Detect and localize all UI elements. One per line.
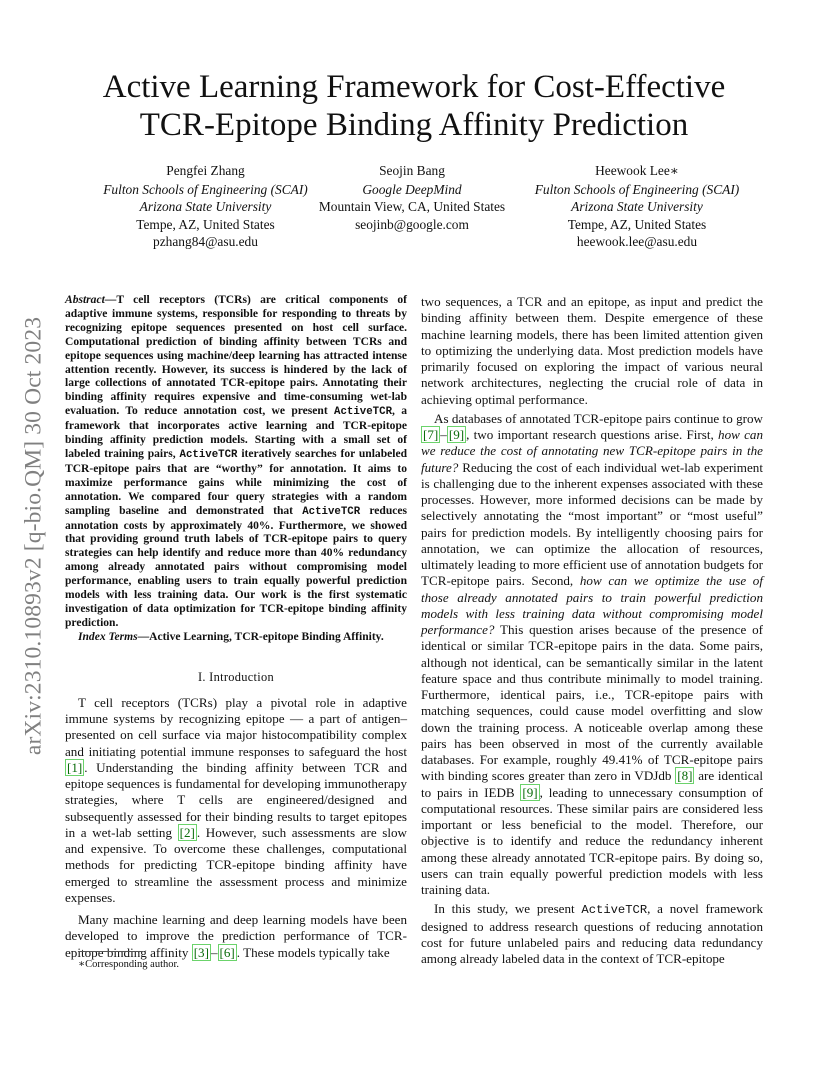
citation-link[interactable]: [6] — [219, 944, 235, 960]
right-column — [421, 294, 763, 967]
author-institution: Arizona State University — [571, 199, 703, 215]
title-line-2: TCR-Epitope Binding Affinity Prediction — [139, 107, 689, 143]
intro-paragraph-2: Many machine learning and deep learning models have been developed to improve the prediction performance of TCR-epitope binding affinity [3] – [6] . These models typically take — [65, 912, 407, 960]
author-affiliation: Fulton Schools of Engineering (SCAI) — [103, 181, 308, 197]
arxiv-stamp — [14, 258, 54, 814]
author-email[interactable]: seojinb@google.com — [355, 216, 469, 232]
code-activetcr: ActiveTCR — [302, 505, 361, 518]
author-email[interactable]: pzhang84@asu.edu — [153, 234, 258, 250]
citation-link[interactable]: [2] — [179, 824, 195, 840]
author-location: Mountain View, CA, United States — [318, 199, 506, 215]
author-affiliation: Fulton Schools of Engineering (SCAI) — [534, 181, 740, 197]
left-column — [65, 294, 407, 961]
code-activetcr: ActiveTCR — [334, 406, 393, 419]
right-paragraph-3: In this study, we present ActiveTCR, a novel framework designed to address research questions of reducing annotation cost for future unlabeled pairs and reducing data redundancy among already labeled data in the context of TCR-epitope — [421, 901, 763, 966]
author-name: Pengfei Zhang — [166, 163, 245, 178]
right-paragraph-1: two sequences, a TCR and an epitope, as input and predict the binding affinity between them. Despite emergence of these machine learning models, there has been limited attention given to optimizing the underlying data. Most prediction models have primarily focused on exploring the impact of various neural network architectures, neglecting the crucial role of data in achieving optimal performance. — [421, 294, 763, 407]
index-terms-lead: Index Terms — [78, 630, 138, 643]
author-institution: Arizona State University — [139, 199, 272, 215]
author-location: Tempe, AZ, United States — [567, 216, 707, 232]
footnote-rule — [78, 951, 142, 952]
author-location: Tempe, AZ, United States — [136, 216, 275, 232]
abstract-lead: Abstract — [65, 294, 105, 306]
abstract: Abstract—T cell receptors (TCRs) are critical components of adaptive immune systems, responsible for responding to threats by recognizing epitope sequences presented on host cell surface. Computational prediction of binding affinity between TCRs and epitope sequences using machine/deep learning has attracted intense attention recently. However, its success is hindered by the lack of large collections of annotated TCR-epitope pairs. Annotating their binding affinity requires expensive and time-consuming wet-lab evaluation. To reduce annotation cost, we present ActiveTCR, a framework that incorporates active learning and TCR-epitope binding affinity prediction models. Starting with a small set of labeled training pairs, ActiveTCR iteratively searches for unlabeled TCR-epitope pairs that are “worthy” for annotation. It aims to maximize performance gains while minimizing the cost of annotation. We compared four query strategies with a random sampling baseline and demonstrated that ActiveTCR reduces annotation costs by approximately 40%. Furthermore, we showed that providing ground truth labels of TCR-epitope pairs to query strategies can help identify and reduce more than 40% redundancy among already annotated pairs without compromising model performance, enabling users to train equally powerful prediction models with less training data. Our work is the first systematic investigation of data optimization for TCR-epitope binding affinity prediction. — [65, 294, 407, 629]
footnote: ∗Corresponding author. — [78, 959, 180, 970]
citation-link[interactable]: [9] — [448, 427, 465, 442]
paper-title — [60, 68, 768, 144]
right-paragraph-2: As databases of annotated TCR-epitope pairs continue to grow [7] – [9] , two important research questions arise. First, how can we reduce the cost of annotating new TCR-epitope pairs in the future? Reducing the cost of each individual wet-lab experiment is challenging due to the inherent expenses associated with these processes. However, more informed decisions can be made by selectively annotating the “most important” or “most useful” pairs for prediction models. By intelligently choosing pairs for annotation, we can optimize the allocation of resources, ultimately leading to more efficient use of annotation budgets for TCR-epitope pairs. Second, how can we optimize the use of those already annotated pairs to train powerful prediction models with less training data without compromising model performance? This question arises because of the presence of identical or similar TCR-epitope pairs in the data. Some pairs, although not identical, can be semantically similar in the latent feature space and thus contribute minimally to model training. Furthermore, identical pairs, i.e., TCR-epitope pairs with matching sequences, could cause model overfitting and slow down the training process. A noticeable overlap among these pairs has been observed in most of the currently available databases. For example, roughly 49.41% of TCR-epitope pairs with binding scores greater than zero in VDJdb [8] are identical to pairs in IEDB [9] , leading to unnecessary consumption of computational resources. These similar pairs are considered less important or less beneficial to the model. Therefore, our objective is to identify and reduce the redundancy inherent among these already annotated TCR-epitope pairs. By doing so, users can train equally powerful prediction models with less training data. — [421, 410, 763, 897]
code-activetcr: ActiveTCR — [179, 448, 238, 461]
intro-paragraph-1: T cell receptors (TCRs) play a pivotal role in adaptive immune systems by recognizing epitope — a part of antigen–presented on cell surface via major histocompatibility complex and initiating potential immune responses to safeguard the host [1] . Understanding the binding affinity between TCR and epitope sequences is fundamental for developing immunotherapy strategies, where T cells are engineered/designed and subsequently assessed for their binding results to target epitopes in a wet-lab setting [2] . However, such assessments are slow and expensive. To overcome these challenges, computational methods for predicting TCR-epitope binding affinity have emerged to streamline the assessment process and minimize expenses. — [65, 694, 407, 905]
author-name: Heewook Lee∗ — [595, 163, 679, 178]
title-line-1: Active Learning Framework for Cost-Effective — [102, 69, 726, 105]
author-block-3 — [494, 162, 780, 251]
citation-link[interactable]: [8] — [677, 768, 693, 784]
code-activetcr: ActiveTCR — [581, 903, 648, 918]
citation-link[interactable]: [3] — [193, 944, 209, 960]
author-name: Seojin Bang — [379, 163, 445, 178]
section-heading-introduction: I. Introduction — [197, 669, 275, 684]
author-email[interactable]: heewook.lee@asu.edu — [576, 234, 698, 250]
author-affiliation: Google DeepMind — [362, 181, 462, 197]
citation-link[interactable]: [9] — [522, 784, 538, 800]
index-terms: Index Terms—Active Learning, TCR-epitope Binding Affinity. — [78, 630, 384, 643]
arxiv-stamp-text: arXiv:2310.10893v2 [q-bio.QM] 30 Oct 2023 — [20, 316, 47, 756]
citation-link[interactable]: [1] — [67, 759, 83, 775]
citation-link[interactable]: [7] — [423, 427, 439, 442]
